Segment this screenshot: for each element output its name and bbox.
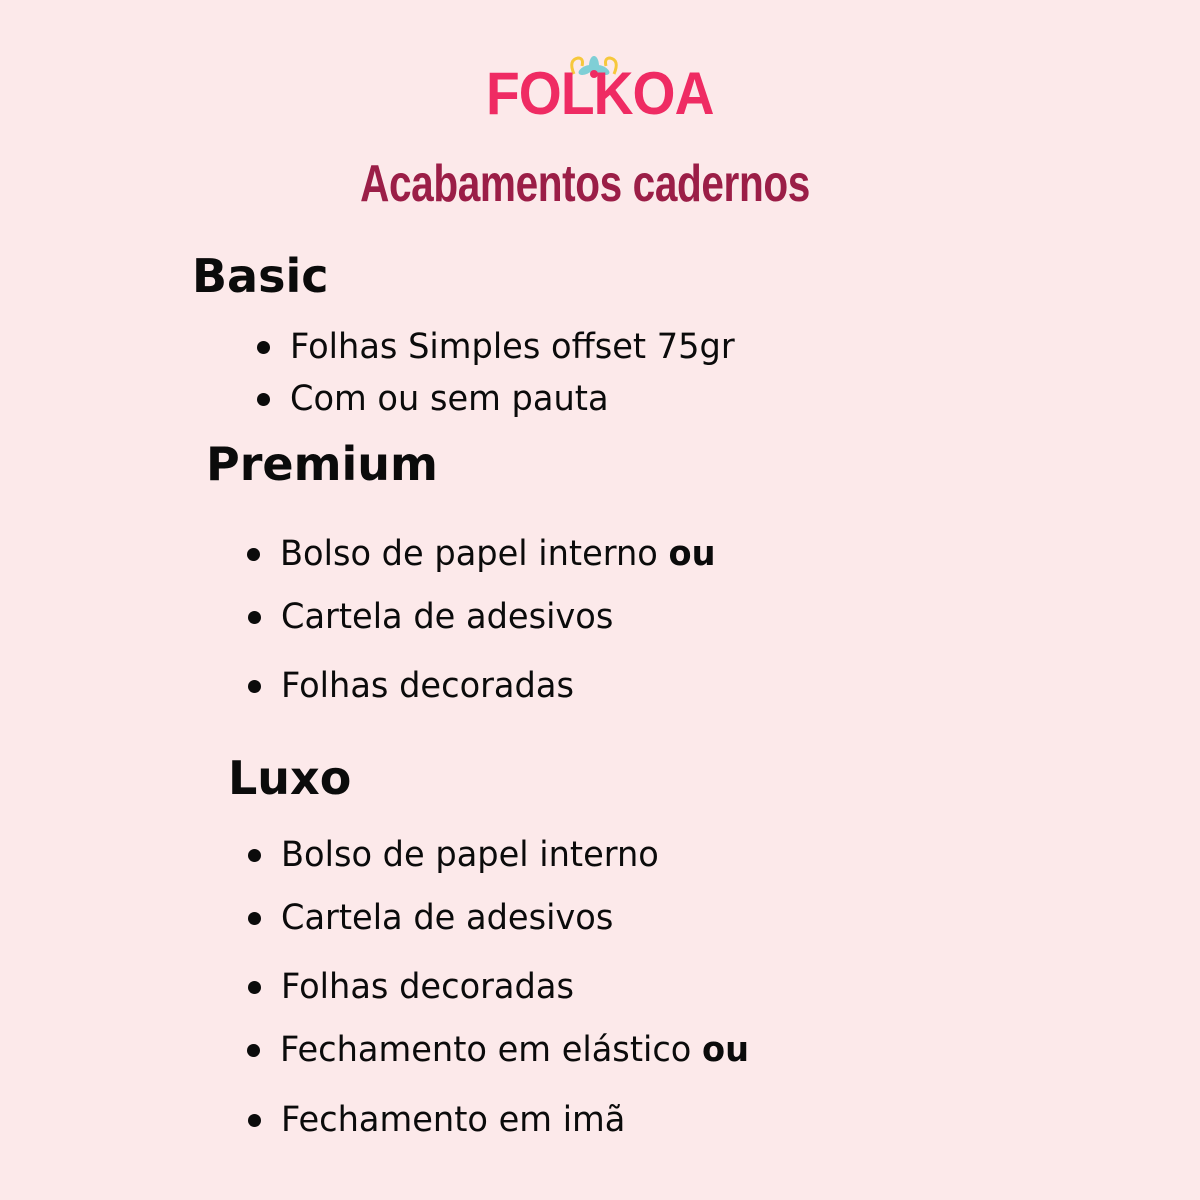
section-heading-premium: Premium (206, 437, 438, 491)
bullet-icon (257, 393, 270, 406)
list-item: Fechamento em imã (281, 1100, 626, 1140)
bullet-icon (247, 1044, 260, 1057)
list-item: Folhas decoradas (281, 666, 574, 706)
bullet-icon (248, 912, 261, 925)
bullet-icon (247, 548, 260, 561)
brand-logo-text: FOLKOA (486, 60, 714, 127)
list-item: Com ou sem pauta (290, 379, 609, 419)
brand-logo (486, 52, 714, 127)
list-item: Folhas decoradas (281, 967, 574, 1007)
section-heading-luxo: Luxo (228, 751, 352, 805)
bullet-icon (248, 680, 261, 693)
bullet-icon (257, 341, 270, 354)
list-item: Folhas Simples offset 75gr (290, 327, 735, 367)
list-item: Bolso de papel interno (281, 835, 659, 875)
section-heading-basic: Basic (192, 249, 329, 303)
bullet-icon (248, 981, 261, 994)
bullet-icon (248, 849, 261, 862)
list-item: Cartela de adesivos (281, 898, 614, 938)
bullet-icon (248, 1114, 261, 1127)
list-item: Fechamento em elástico ou (280, 1030, 750, 1070)
list-item: Bolso de papel interno ou (280, 534, 716, 574)
list-item: Cartela de adesivos (281, 597, 614, 637)
page-title: Acabamentos cadernos (360, 155, 810, 213)
bullet-icon (248, 611, 261, 624)
